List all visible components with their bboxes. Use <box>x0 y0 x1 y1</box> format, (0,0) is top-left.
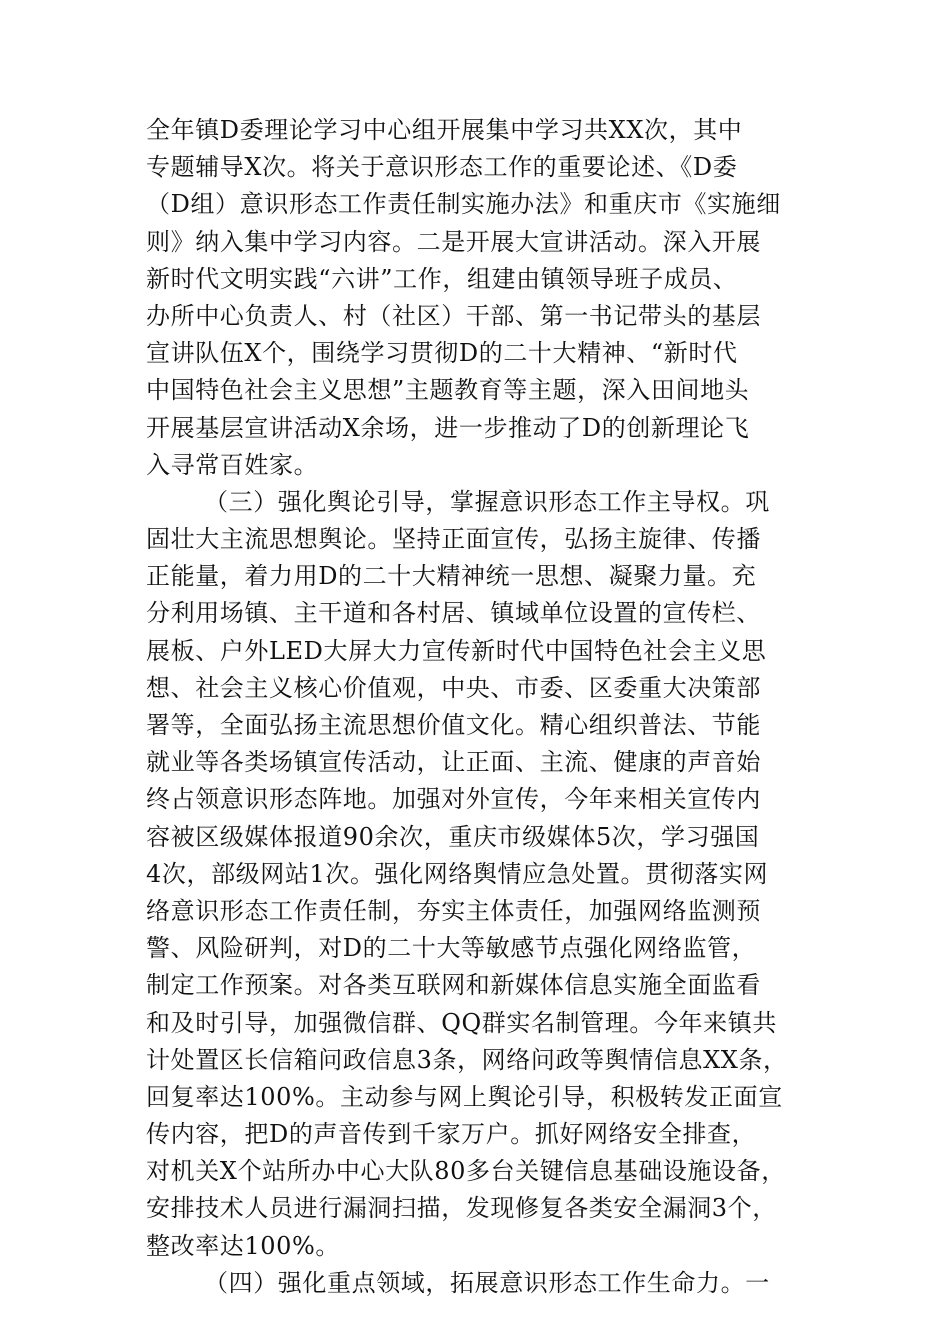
text-line: 就业等各类场镇宣传活动，让正面、主流、健康的声音始 <box>146 748 761 777</box>
text-line: 则》纳入集中学习内容。二是开展大宣讲活动。深入开展 <box>146 227 761 256</box>
text-line: 计处置区长信箱问政信息3条，网络问政等舆情信息XX条， <box>146 1045 788 1074</box>
text-line: 开展基层宣讲活动X余场，进一步推动了D的创新理论飞 <box>146 413 750 442</box>
text-line: 办所中心负责人、村（社区）干部、第一书记带头的基层 <box>146 301 761 330</box>
text-line: 4次，部级网站1次。强化网络舆情应急处置。贯彻落实网 <box>146 859 769 888</box>
text-line: 回复率达100%。主动参与网上舆论引导，积极转发正面宣 <box>146 1082 783 1111</box>
text-line: 制定工作预案。对各类互联网和新媒体信息实施全面监看 <box>146 971 761 1000</box>
text-line: 正能量，着力用D的二十大精神统一思想、凝聚力量。充 <box>146 562 757 591</box>
body-text <box>146 112 810 1302</box>
text-line: 全年镇D委理论学习中心组开展集中学习共XX次，其中 <box>146 116 743 144</box>
text-line: 警、风险研判，对D的二十大等敏感节点强化网络监管， <box>146 934 757 963</box>
text-line: 专题辅导X次。将关于意识形态工作的重要论述、《D委 <box>146 153 738 182</box>
text-line: 署等，全面弘扬主流思想价值文化。精心组织普法、节能 <box>146 711 761 739</box>
text-line: 想、社会主义核心价值观，中央、市委、区委重大决策部 <box>146 673 761 702</box>
section-heading-line: （四）强化重点领域，拓展意识形态工作生命力。一 <box>204 1268 770 1297</box>
text-line: 终占领意识形态阵地。加强对外宣传，今年来相关宣传内 <box>146 785 761 814</box>
text-line: 中国特色社会主义思想”主题教育等主题，深入田间地头 <box>146 376 750 405</box>
text-line: （D组）意识形态工作责任制实施办法》和重庆市《实施细 <box>146 190 781 219</box>
text-line: 传内容，把D的声音传到千家万户。抓好网络安全排查， <box>146 1120 757 1149</box>
text-line: 新时代文明实践“六讲”工作，组建由镇领导班子成员、 <box>146 264 738 293</box>
text-line: 对机关X个站所办中心大队80多台关键信息基础设施设备， <box>146 1157 786 1186</box>
text-line: 固壮大主流思想舆论。坚持正面宣传，弘扬主旋律、传播 <box>146 525 761 554</box>
text-line: 安排技术人员进行漏洞扫描，发现修复各类安全漏洞3个， <box>146 1194 777 1223</box>
text-line: 宣讲队伍X个，围绕学习贯彻D的二十大精神、“新时代 <box>146 339 738 368</box>
text-line: 络意识形态工作责任制，夯实主体责任，加强网络监测预 <box>146 896 761 925</box>
text-line: 分利用场镇、主干道和各村居、镇域单位设置的宣传栏、 <box>146 599 761 628</box>
text-line: 入寻常百姓家。 <box>146 450 319 479</box>
text-line: 展板、户外LED大屏大力宣传新时代中国特色社会主义思 <box>146 636 767 665</box>
section-heading-line: （三）强化舆论引导，掌握意识形态工作主导权。巩 <box>204 487 770 516</box>
text-line: 整改率达100%。 <box>146 1231 341 1260</box>
text-line: 和及时引导，加强微信群、QQ群实名制管理。今年来镇共 <box>146 1008 777 1037</box>
text-line: 容被区级媒体报道90余次，重庆市级媒体5次，学习强国 <box>146 822 760 851</box>
